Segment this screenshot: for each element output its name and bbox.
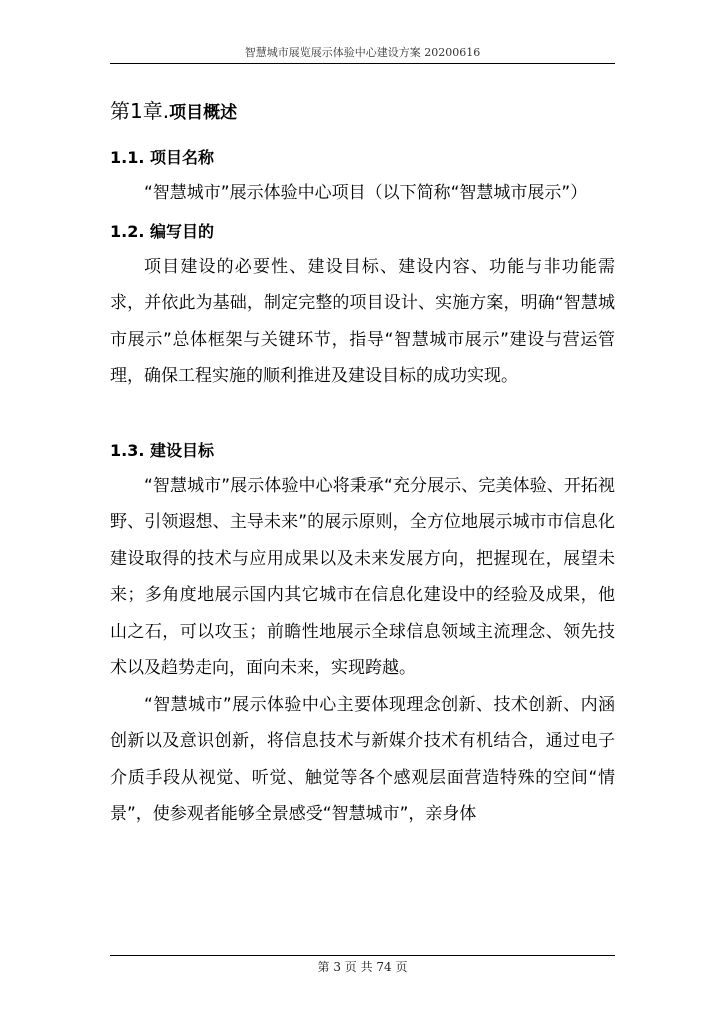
paragraph-goals-2: “智慧城市”展示体验中心主要体现理念创新、技术创新、内涵创新以及意识创新，将信息技术与新媒介技术有机结合，通过电子介质手段从视觉、听觉、触觉等各个感观层面营造特殊的空间“情景”，使参观者能够全景感受“智慧城市”，亲身体	[110, 694, 615, 824]
document-body	[110, 94, 615, 833]
section-heading-purpose: 1.2. 编写目的	[110, 221, 214, 241]
header-divider	[110, 63, 615, 64]
section-heading-project-name: 1.1. 项目名称	[110, 148, 214, 167]
page-header: 智慧城市展览展示体验中心建设方案 20200616	[244, 46, 481, 59]
paragraph-project-name: “智慧城市”展示体验中心项目（以下简称“智慧城市展示”）	[144, 183, 588, 203]
chapter-number: 第1章.	[110, 99, 170, 123]
page-number: 第 3 页 共 74 页	[317, 960, 408, 974]
paragraph-goals-1: “智慧城市”展示体验中心将秉承“充分展示、完美体验、开拓视野、引领遐想、主导未来”的展示原则，全方位地展示城市市信息化建设取得的技术与应用成果以及未来发展方向，把握现在，展望未来；多角度地展示国内其它城市在信息化建设中的经验及成果，他山之石，可以攻玉；前瞻性地展示全球信息领域主流理念、领先技术以及趋势走向，面向未来，实现跨越。	[110, 475, 615, 678]
footer-divider	[110, 955, 615, 956]
chapter-title	[110, 94, 615, 128]
chapter-name: 项目概述	[169, 103, 238, 123]
paragraph-purpose: 项目建设的必要性、建设目标、建设内容、功能与非功能需求，并依此为基础，制定完整的项目设计、实施方案，明确“智慧城市展示”总体框架与关键环节，指导“智慧城市展示”建设与营运管理，确保工程实施的顺利推进及建设目标的成功实现。	[110, 256, 615, 386]
section-heading-goals: 1.3. 建设目标	[110, 440, 214, 460]
